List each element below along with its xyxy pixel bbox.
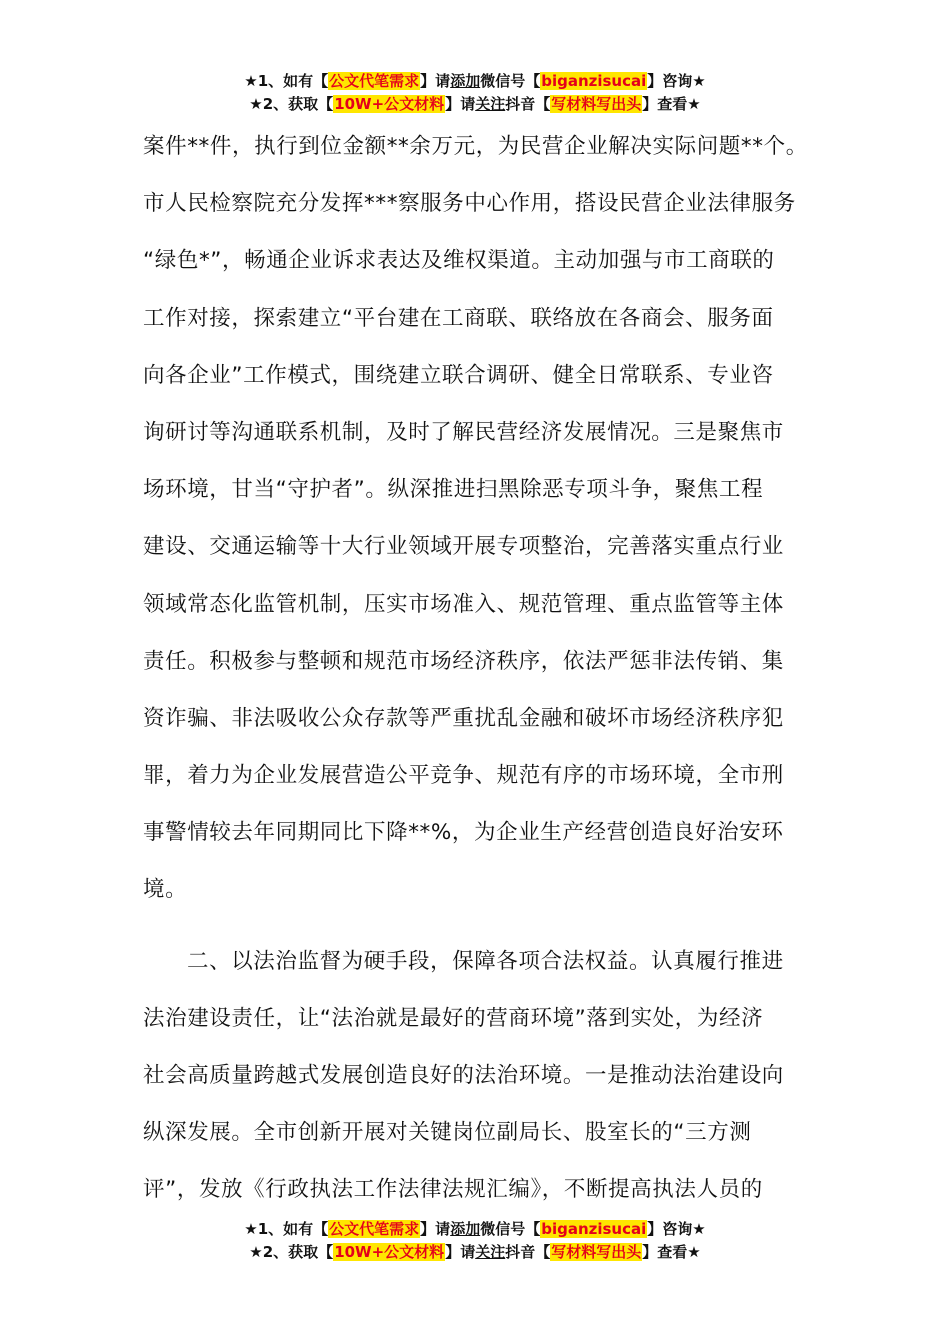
banner-text: ★1、如有【 bbox=[244, 1220, 329, 1238]
underlined-text: 关注 bbox=[475, 1243, 506, 1261]
text-line: 工作对接，探索建立“平台建在工商联、联络放在各商会、服务面 bbox=[143, 305, 774, 331]
text-line: 领域常态化监管机制，压实市场准入、规范管理、重点监管等主体 bbox=[143, 591, 784, 617]
banner-text: 】请 bbox=[445, 1243, 476, 1261]
paragraph-gap bbox=[143, 919, 813, 933]
text-line: 事警情较去年同期同比下降**%，为企业生产经营创造良好治安环 bbox=[143, 820, 784, 846]
banner-text: 抖音【 bbox=[505, 1243, 551, 1261]
header-line-1 bbox=[0, 70, 950, 93]
text-line: 纵深发展。全市创新开展对关键岗位副局长、股室长的“三方测 bbox=[143, 1120, 752, 1146]
text-line: “绿色*”，畅通企业诉求表达及维权渠道。主动加强与市工商联的 bbox=[143, 248, 775, 274]
header-banner bbox=[0, 70, 950, 116]
text-line: 询研讨等沟通联系机制，及时了解民营经济发展情况。三是聚焦市 bbox=[143, 419, 784, 445]
highlight-wechat-id: biganzisucai bbox=[541, 72, 647, 90]
text-line: 境。 bbox=[143, 877, 188, 903]
text-line: 法治建设责任，让“法治就是最好的营商环境”落到实处，为经济 bbox=[143, 1005, 764, 1031]
text-line: 责任。积极参与整顿和规范市场经济秩序，依法严惩非法传销、集 bbox=[143, 648, 784, 674]
highlight-materials: 10W+公文材料 bbox=[334, 95, 445, 113]
text-line: 案件**件，执行到位金额**余万元，为民营企业解决实际问题**个。 bbox=[143, 134, 808, 159]
paragraph-1 bbox=[143, 118, 813, 919]
text-line: 评”，发放《行政执法工作法律法规汇编》，不断提高执法人员的 bbox=[143, 1177, 763, 1203]
text-line: 二、以法治监督为硬手段，保障各项合法权益。认真履行推进 bbox=[187, 948, 784, 974]
document-body bbox=[143, 118, 813, 1219]
banner-text: 抖音【 bbox=[505, 95, 551, 113]
footer-line-1 bbox=[0, 1218, 950, 1241]
highlight-douyin-account: 写材料写出头 bbox=[551, 95, 642, 113]
text-line: 场环境，甘当“守护者”。纵深推进扫黑除恶专项斗争，聚焦工程 bbox=[143, 477, 764, 503]
text-line: 罪，着力为企业发展营造公平竞争、规范有序的市场环境，全市刑 bbox=[143, 763, 784, 789]
text-line: 社会高质量跨越式发展创造良好的法治环境。一是推动法治建设向 bbox=[143, 1063, 784, 1088]
banner-text: 】请 bbox=[420, 72, 451, 90]
highlight-douyin-account: 写材料写出头 bbox=[551, 1243, 642, 1261]
header-line-2 bbox=[0, 93, 950, 116]
highlight-service: 公文代笔需求 bbox=[329, 1220, 420, 1238]
underlined-text: 关注 bbox=[475, 95, 506, 113]
banner-text: ★2、获取【 bbox=[249, 1243, 334, 1261]
banner-text: 】查看★ bbox=[642, 95, 701, 113]
highlight-wechat-id: biganzisucai bbox=[541, 1220, 647, 1238]
banner-text: ★2、获取【 bbox=[249, 95, 334, 113]
highlight-service: 公文代笔需求 bbox=[329, 72, 420, 90]
banner-text: 微信号【 bbox=[480, 1220, 541, 1238]
footer-line-2 bbox=[0, 1241, 950, 1264]
footer-banner bbox=[0, 1218, 950, 1264]
banner-text: 】咨询★ bbox=[647, 1220, 706, 1238]
banner-text: 】请 bbox=[445, 95, 476, 113]
underlined-text: 添加 bbox=[450, 1220, 481, 1238]
text-line: 建设、交通运输等十大行业领域开展专项整治，完善落实重点行业 bbox=[143, 534, 784, 560]
banner-text: ★1、如有【 bbox=[244, 72, 329, 90]
banner-text: 微信号【 bbox=[480, 72, 541, 90]
text-line: 向各企业”工作模式，围绕建立联合调研、健全日常联系、专业咨 bbox=[143, 362, 774, 388]
underlined-text: 添加 bbox=[450, 72, 481, 90]
text-line: 资诈骗、非法吸收公众存款等严重扰乱金融和破坏市场经济秩序犯 bbox=[143, 705, 784, 731]
highlight-materials: 10W+公文材料 bbox=[334, 1243, 445, 1261]
banner-text: 】咨询★ bbox=[647, 72, 706, 90]
paragraph-2 bbox=[143, 933, 813, 1219]
banner-text: 】查看★ bbox=[642, 1243, 701, 1261]
text-line: 市人民检察院充分发挥***察服务中心作用，搭设民营企业法律服务 bbox=[143, 191, 796, 217]
banner-text: 】请 bbox=[420, 1220, 451, 1238]
